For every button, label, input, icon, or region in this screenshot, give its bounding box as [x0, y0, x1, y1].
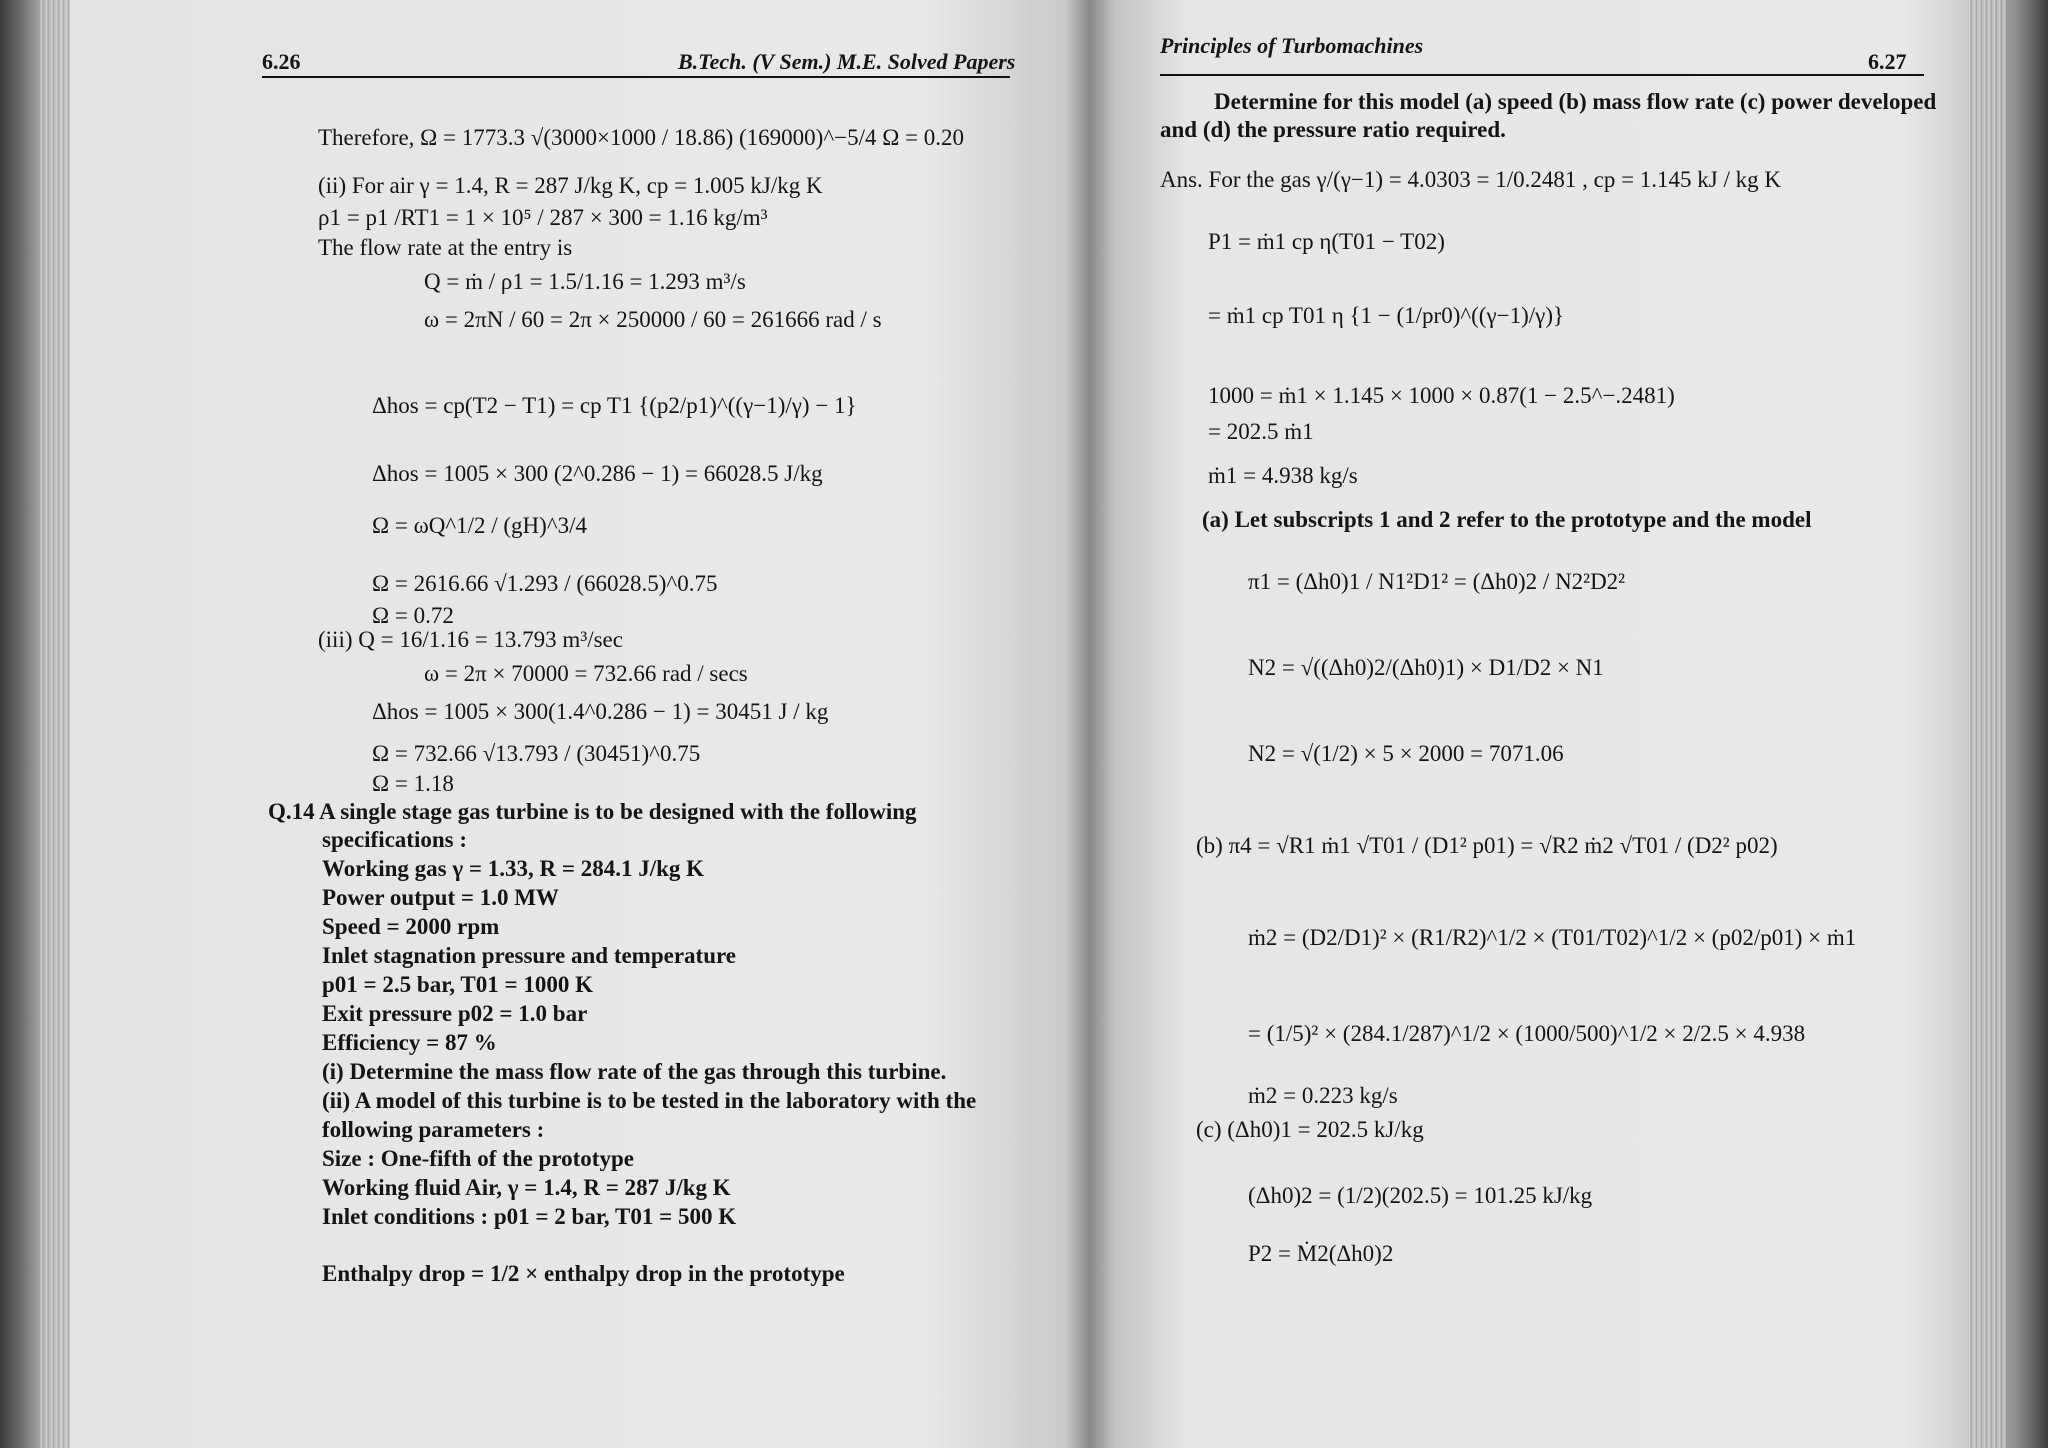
right-page-number: 6.27 [1868, 49, 1907, 74]
q14-efficiency: Efficiency = 87 % [322, 1030, 497, 1055]
right-running-head: Principles of Turbomachines [1160, 33, 1424, 58]
q14-exit-pressure: Exit pressure p02 = 1.0 bar [322, 1001, 588, 1026]
eq-rho1: ρ1 = p1 /RT1 = 1 × 10⁵ / 287 × 300 = 1.16 kg/m³ [318, 205, 768, 230]
eq-m2-substituted: = (1/5)² × (284.1/287)^1/2 × (1000/500)^1/2 × 2/2.5 × 4.938 [1248, 1021, 1806, 1046]
eq-m1: ṁ1 = 4.938 kg/s [1208, 463, 1358, 488]
q14-working-gas: Working gas γ = 1.33, R = 284.1 J/kg K [322, 856, 705, 881]
eq-specific-speed: Ω = ωQ^1/2 / (gH)^3/4 [372, 513, 587, 538]
eq-m2-value: ṁ2 = 0.223 kg/s [1248, 1083, 1398, 1108]
q14-inlet-values: p01 = 2.5 bar, T01 = 1000 K [322, 972, 593, 997]
eq-1000: 1000 = ṁ1 × 1.145 × 1000 × 0.87(1 − 2.5^−.2481) [1208, 383, 1675, 408]
eq-therefore-omega: Therefore, Ω = 1773.3 √(3000×1000 / 18.86) (169000)^−5/4 Ω = 0.20 [318, 125, 965, 150]
right-header-rule [1160, 74, 1924, 76]
q14-inlet-heading: Inlet stagnation pressure and temperature [322, 943, 736, 968]
q14-power-output: Power output = 1.0 MW [322, 885, 559, 910]
eq-omega-iii: Ω = 732.66 √13.793 / (30451)^0.75 [372, 741, 701, 766]
eq-delta-h02: (Δh0)2 = (1/2)(202.5) = 101.25 kJ/kg [1248, 1183, 1593, 1208]
eq-p2: P2 = Ṁ2(Δh0)2 [1248, 1241, 1394, 1266]
left-running-head: B.Tech. (V Sem.) M.E. Solved Papers [678, 49, 1016, 74]
question-14: Q.14 A single stage gas turbine is to be designed with the following [268, 799, 917, 824]
q14-determine-cont: and (d) the pressure ratio required. [1160, 117, 1506, 142]
eq-delta-h01: (c) (Δh0)1 = 202.5 kJ/kg [1196, 1117, 1424, 1142]
q14-speed: Speed = 2000 rpm [322, 914, 500, 939]
left-header-rule [262, 76, 1010, 78]
q14-determine: Determine for this model (a) speed (b) mass flow rate (c) power developed [1214, 89, 1937, 114]
eq-omega-118: Ω = 1.18 [372, 771, 454, 796]
eq-omega-2616: Ω = 2616.66 √1.293 / (66028.5)^0.75 [372, 571, 718, 596]
eq-delta-hos-value: Δhos = 1005 × 300 (2^0.286 − 1) = 66028.5 J/kg [372, 461, 823, 486]
q14-part-i: (i) Determine the mass flow rate of the gas through this turbine. [322, 1059, 947, 1084]
eq-n2: N2 = √((Δh0)2/(Δh0)1) × D1/D2 × N1 [1248, 655, 1604, 680]
q14-part-ii: (ii) A model of this turbine is to be tested in the laboratory with the [322, 1088, 977, 1113]
eq-omega-732: ω = 2π × 70000 = 732.66 rad / secs [424, 661, 748, 686]
eq-pi1: π1 = (Δh0)1 / N1²D1² = (Δh0)2 / N2²D2² [1248, 569, 1626, 594]
eq-202-5: = 202.5 ṁ1 [1208, 419, 1314, 444]
eq-power-expanded: = ṁ1 cp T01 η {1 − (1/pr0)^((γ−1)/γ)} [1208, 303, 1565, 328]
eq-n2-value: N2 = √(1/2) × 5 × 2000 = 7071.06 [1248, 741, 1564, 766]
eq-q: Q = ṁ / ρ1 = 1.5/1.16 = 1.293 m³/s [424, 269, 746, 294]
eq-omega-rad: ω = 2πN / 60 = 2π × 250000 / 60 = 261666 rad / s [424, 307, 882, 332]
line-for-air: (ii) For air γ = 1.4, R = 287 J/kg K, cp = 1.005 kJ/kg K [318, 173, 823, 198]
eq-power-p1: P1 = ṁ1 cp η(T01 − T02) [1208, 229, 1445, 254]
eq-m2: ṁ2 = (D2/D1)² × (R1/R2)^1/2 × (T01/T02)^1/2 × (p02/p01) × ṁ1 [1248, 925, 1857, 950]
ans-for-gas: Ans. For the gas γ/(γ−1) = 4.0303 = 1/0.2481 , cp = 1.145 kJ / kg K [1160, 167, 1781, 192]
eq-delta-hos: Δhos = cp(T2 − T1) = cp T1 {(p2/p1)^((γ−1)/γ) − 1} [372, 393, 857, 418]
q14-size: Size : One-fifth of the prototype [322, 1146, 634, 1171]
eq-pi4: (b) π4 = √R1 ṁ1 √T01 / (D1² p01) = √R2 ṁ2 √T01 / (D2² p02) [1196, 833, 1778, 858]
q14-specifications: specifications : [322, 827, 468, 852]
right-page [1080, 0, 2048, 1448]
q14-inlet-conditions: Inlet conditions : p01 = 2 bar, T01 = 500 K [322, 1204, 737, 1229]
part-a-heading: (a) Let subscripts 1 and 2 refer to the prototype and the model [1202, 507, 1812, 532]
eq-q-iii: (iii) Q = 16/1.16 = 13.793 m³/sec [318, 627, 623, 652]
left-page-number: 6.26 [262, 49, 301, 74]
q14-parameters: following parameters : [322, 1117, 545, 1142]
q14-working-fluid: Working fluid Air, γ = 1.4, R = 287 J/kg K [322, 1175, 731, 1200]
q14-enthalpy-drop: Enthalpy drop = 1/2 × enthalpy drop in the prototype [322, 1261, 845, 1286]
line-flow-rate: The flow rate at the entry is [318, 235, 573, 260]
eq-delta-hos-iii: Δhos = 1005 × 300(1.4^0.286 − 1) = 30451 J / kg [372, 699, 829, 724]
eq-omega-072: Ω = 0.72 [372, 603, 454, 628]
